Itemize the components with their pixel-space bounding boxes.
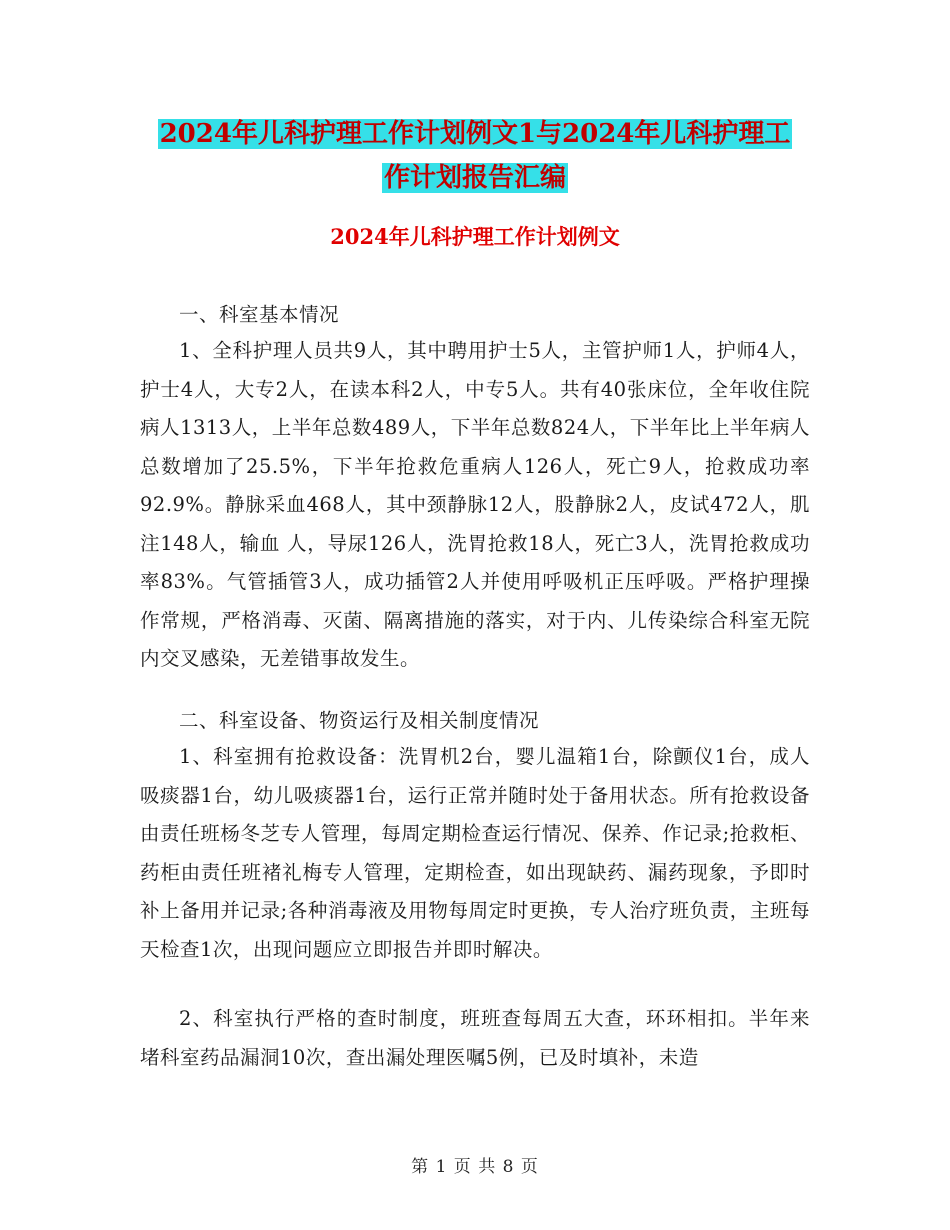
section-heading-2: 二、科室设备、物资运行及相关制度情况 [179, 709, 540, 732]
title-highlight: 作计划报告汇编 [383, 163, 566, 193]
document-title-line-1 [0, 112, 950, 156]
paragraph-1: 1、全科护理人员共9人，其中聘用护士5人，主管护师1人，护师4人，护士4人，大专2人，在读本科2人，中专5人。共有40张床位，全年收住院病人1313人，上半年总数489人，下半年总数824人，下半年比上半年病人总数增加了25.5%，下半年抢救危重病人126人，死亡9人，抢救成功率92.9%。静脉采血468人，其中颈静脉12人，股静脉2人，皮试472人，肌注148人，输血 人，导尿126人，洗胃抢救18人，死亡3人，洗胃抢救成功率83%。气管插管3人，成功插管2人并使用呼吸机正压呼吸。严格护理操作常规，严格消毒、灭菌、隔离措施的落实，对于内、儿传染综合科室无院内交叉感染，无差错事故发生。 [140, 339, 810, 670]
page-footer: 第 1 页 共 8 页 [411, 1157, 539, 1177]
section-title: 2024年儿科护理工作计划例文 [330, 224, 620, 249]
paragraph-3: 2、科室执行严格的查时制度，班班查每周五大查，环环相扣。半年来堵科室药品漏洞10次，查出漏处理医嘱5例，已及时填补，未造 [140, 1007, 810, 1069]
title-highlight: 2024年儿科护理工作计划例文1与2024年儿科护理工 [159, 119, 791, 149]
section-heading-1: 一、科室基本情况 [179, 303, 340, 326]
paragraph-2: 1、科室拥有抢救设备：洗胃机2台，婴儿温箱1台，除颤仪1台，成人吸痰器1台，幼儿吸痰器1台，运行正常并随时处于备用状态。所有抢救设备由责任班杨冬芝专人管理，每周定期检查运行情况、保养、作记录;抢救柜、药柜由责任班褚礼梅专人管理，定期检查，如出现缺药、漏药现象，予即时补上备用并记录;各种消毒液及用物每周定时更换，专人治疗班负责，主班每天检查1次，出现问题应立即报告并即时解决。 [140, 745, 810, 961]
document-title-line-2 [0, 156, 950, 200]
